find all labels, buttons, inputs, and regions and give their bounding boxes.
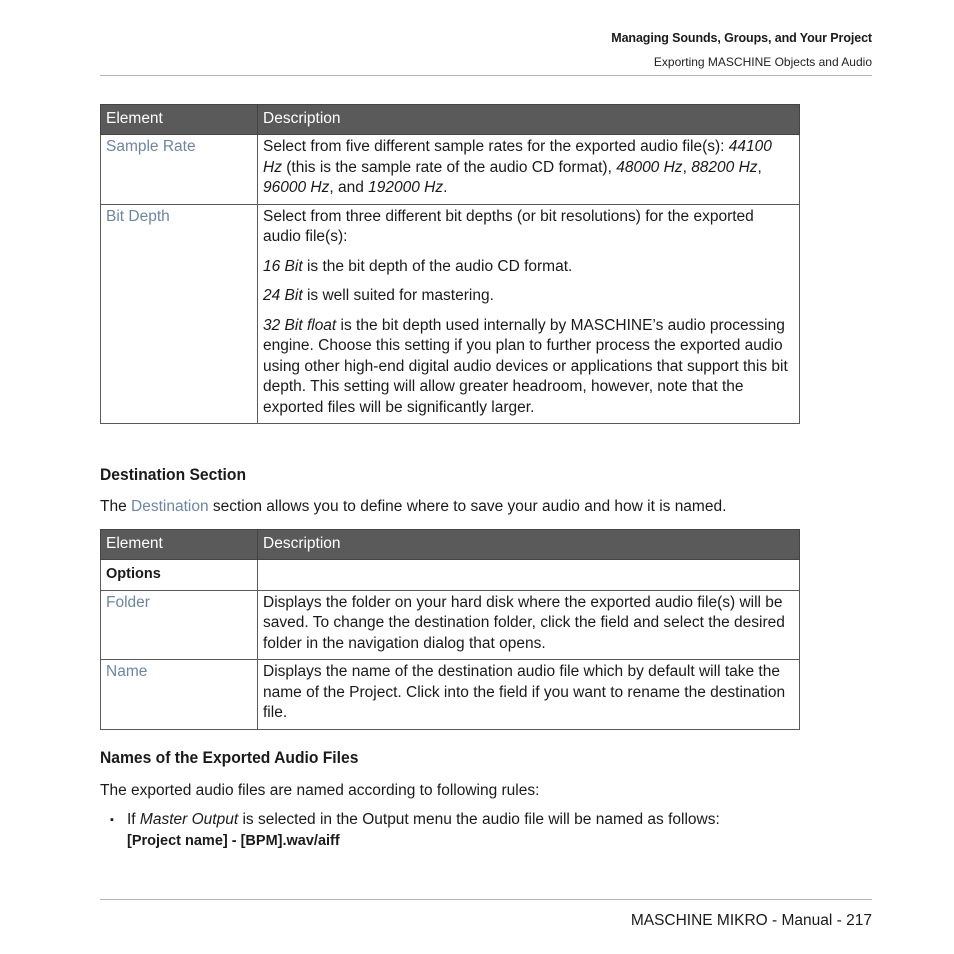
- description-cell: [258, 135, 800, 205]
- destination-intro-text: The Destination section allows you to define where to save your audio and how it is named.: [100, 498, 727, 515]
- description-paragraph: 32 Bit float is the bit depth used internally by MASCHINE’s audio processing engine. Choose this setting if you plan to further process the exported audio using other high-end digital audio devices or applications that support this bit depth. This setting will allow greater headroom, however, note that the exported files will be significantly larger.: [263, 316, 788, 416]
- destination-table: [100, 529, 800, 730]
- names-section-heading: Names of the Exported Audio Files: [100, 748, 359, 767]
- description-paragraph: 24 Bit is well suited for mastering.: [263, 287, 494, 304]
- element-link-sample-rate[interactable]: Sample Rate: [106, 138, 196, 155]
- footer-rule: [100, 899, 872, 900]
- table-row: [101, 135, 800, 205]
- description-cell: [258, 204, 800, 424]
- element-cell: [101, 204, 258, 424]
- group-label-options: Options: [106, 566, 161, 582]
- group-label-cell: [101, 560, 258, 591]
- names-intro-text: The exported audio files are named according to following rules:: [100, 782, 540, 799]
- section-title: Exporting MASCHINE Objects and Audio: [653, 55, 872, 69]
- table-row: [101, 660, 800, 730]
- table-header-row: [101, 105, 800, 135]
- group-empty-cell: [258, 560, 800, 591]
- column-header-element: Element: [101, 105, 258, 135]
- file-name-pattern: [Project name] - [BPM].wav/aiff: [127, 832, 340, 849]
- table-row: [101, 204, 800, 424]
- element-link-name[interactable]: Name: [106, 663, 148, 680]
- element-link-folder[interactable]: Folder: [106, 593, 150, 611]
- description-cell: Displays the folder on your hard disk where the exported audio file(s) will be saved. To change the destination folder, click the field and select the desired folder in the navigation dialog that opens.: [258, 590, 800, 660]
- destination-section-heading: Destination Section: [100, 465, 246, 484]
- element-link-bit-depth[interactable]: Bit Depth: [106, 207, 170, 225]
- column-header-description: Description: [258, 530, 800, 560]
- bullet-mark: ▪: [110, 814, 114, 826]
- audio-format-table: [100, 104, 800, 424]
- description-paragraph: Select from three different bit depths (or bit resolutions) for the exported audio file(s):: [263, 207, 754, 245]
- bullet-content: If Master Output is selected in the Output menu the audio file will be named as follows: [Project name] - [BPM].wav/aiff: [127, 811, 720, 849]
- page-footer: MASCHINE MIKRO - Manual - 217: [630, 912, 872, 929]
- description-paragraph: Select from five different sample rates for the exported audio file(s): 44100 Hz (this is the sample rate of the audio CD format), 48000 Hz, 88200 Hz, 96000 Hz, and 192000 Hz.: [263, 138, 772, 196]
- description-paragraph: 16 Bit is the bit depth of the audio CD format.: [263, 257, 573, 275]
- element-cell: [101, 660, 258, 730]
- element-cell: [101, 590, 258, 660]
- table-group-row: [101, 560, 800, 591]
- chapter-title: Managing Sounds, Groups, and Your Project: [611, 31, 872, 45]
- column-header-description: Description: [258, 105, 800, 135]
- list-item: [110, 810, 810, 851]
- column-header-element: Element: [101, 530, 258, 560]
- description-cell: Displays the name of the destination audio file which by default will take the name of the Project. Click into the field if you want to rename the destination file.: [258, 660, 800, 730]
- table-row: [101, 590, 800, 660]
- element-cell: [101, 135, 258, 205]
- table-header-row: [101, 530, 800, 560]
- header-rule: [100, 75, 872, 76]
- destination-link[interactable]: Destination: [131, 498, 209, 515]
